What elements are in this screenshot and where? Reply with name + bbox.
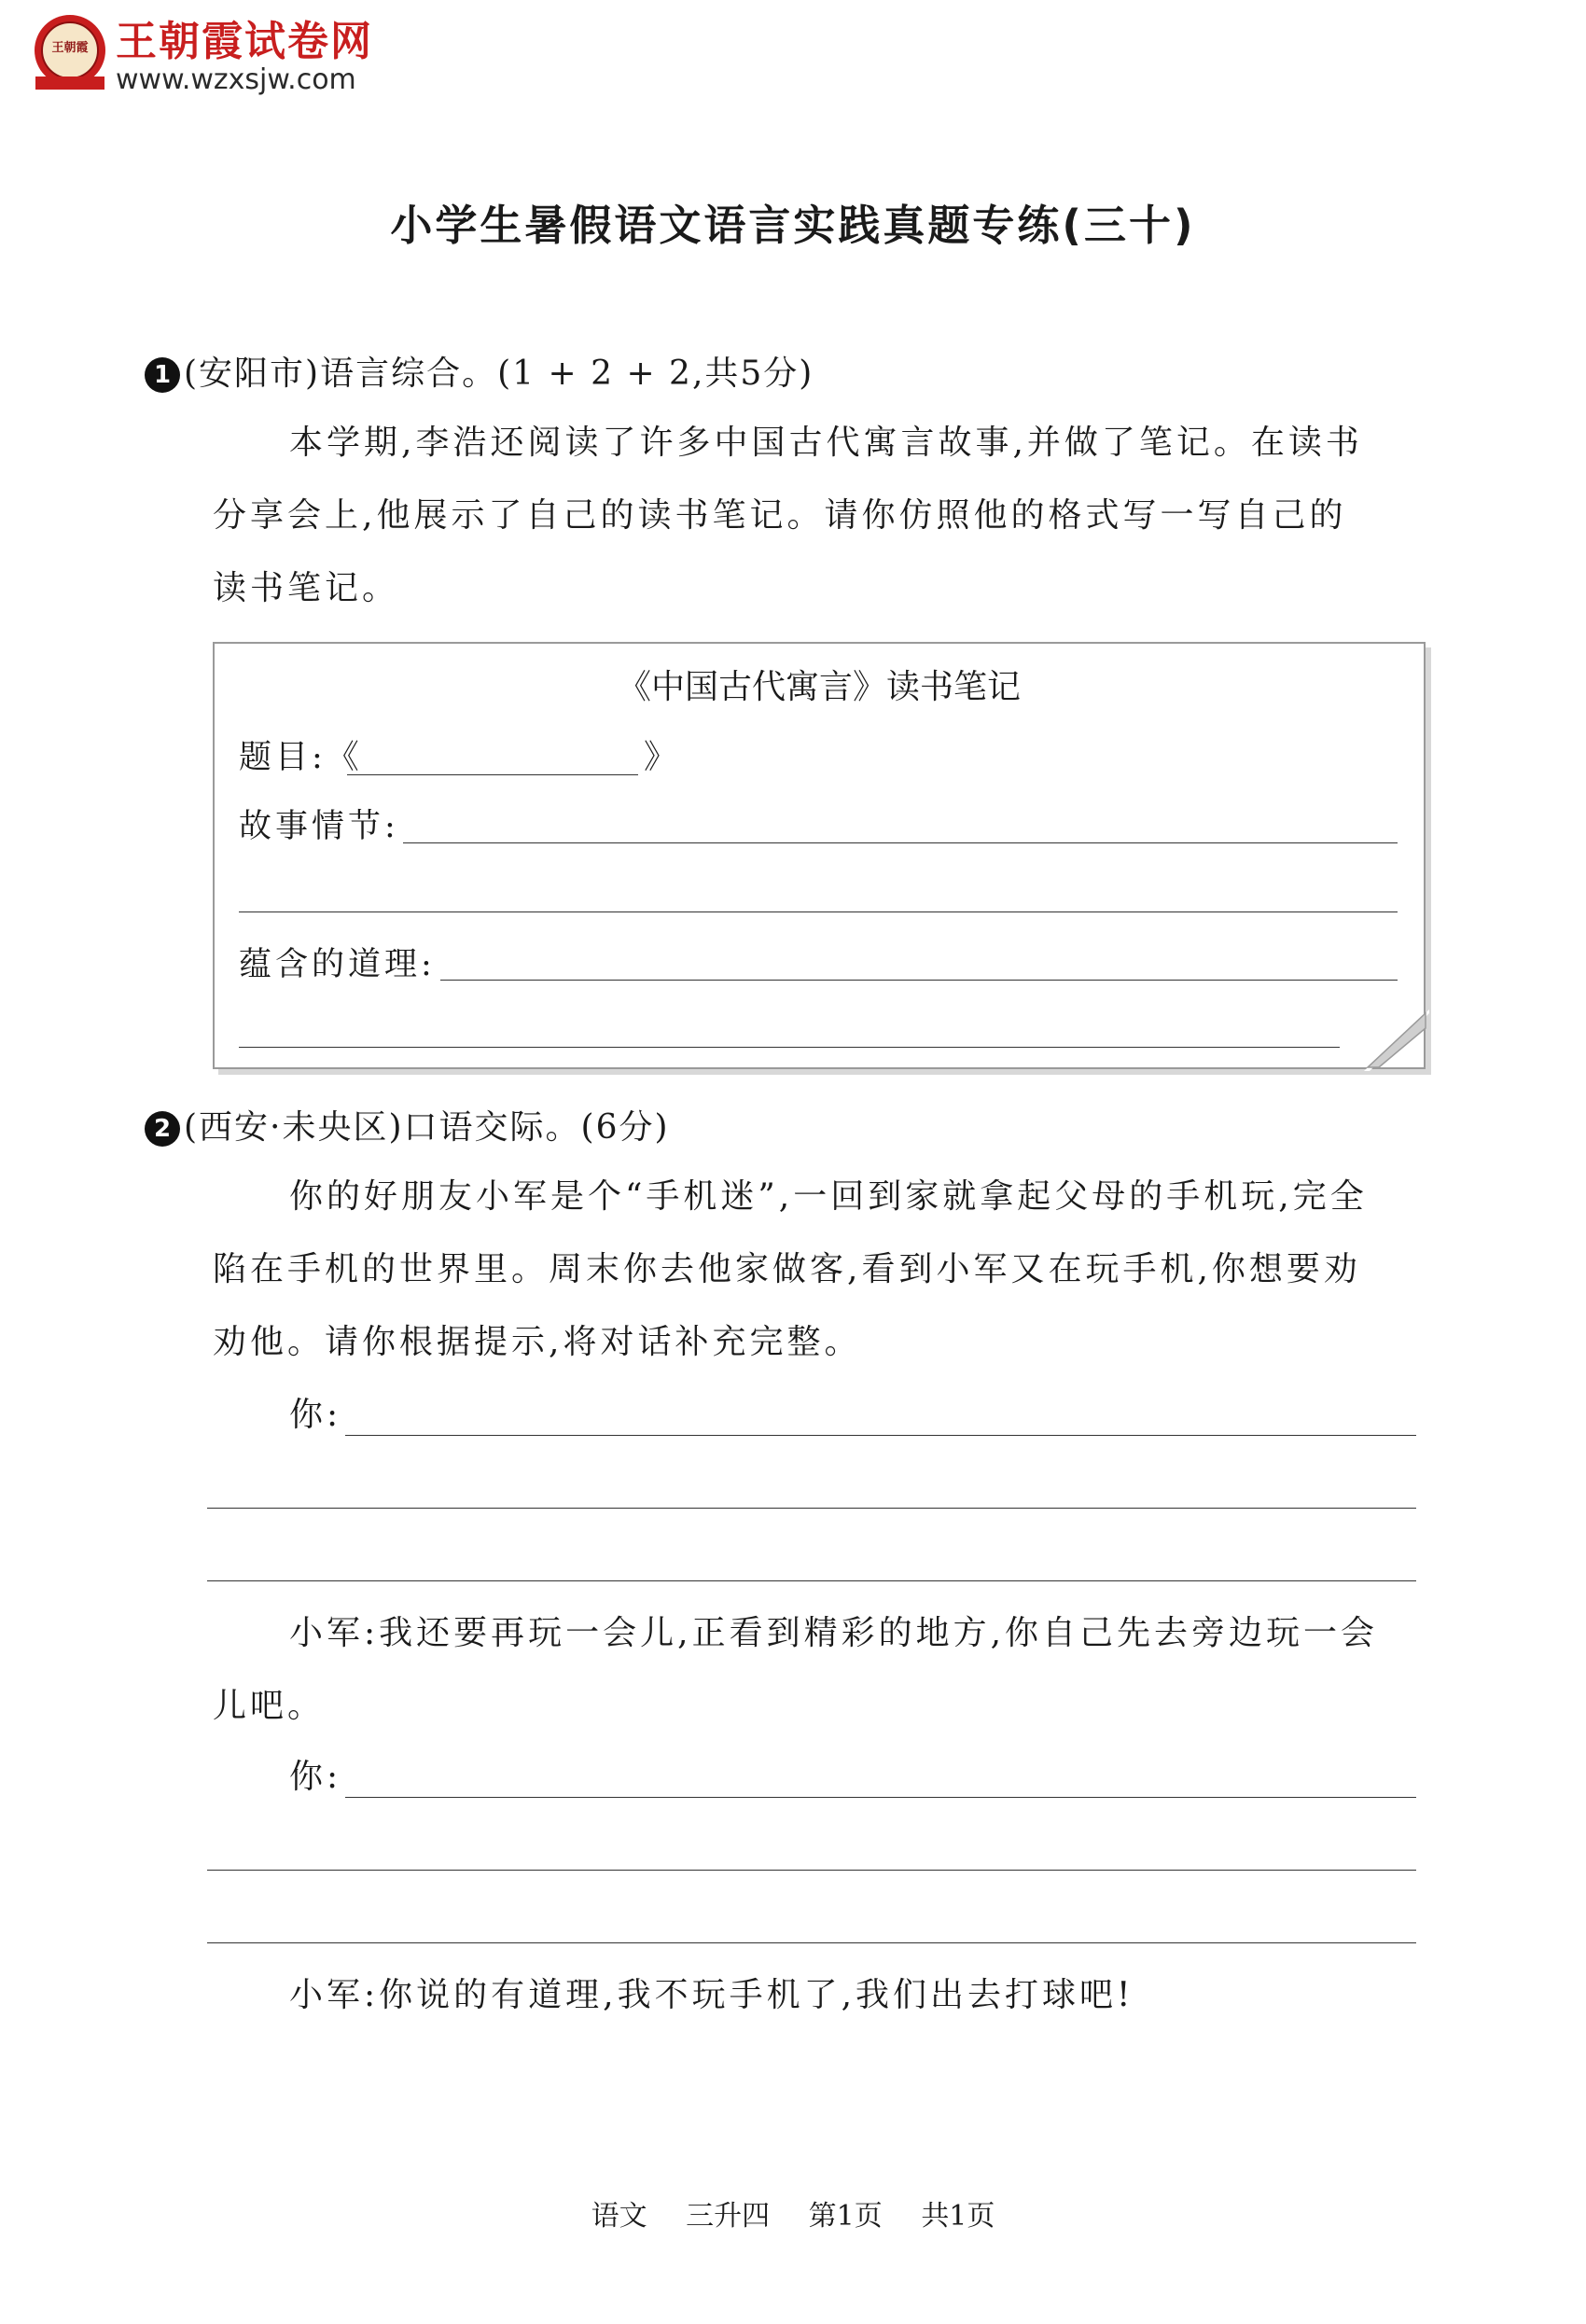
- notes-title: 《中国古代寓言》读书笔记: [617, 668, 1021, 706]
- notes-moral-label: 蕴含的道理:: [239, 946, 436, 983]
- page-curl-icon: [1364, 1009, 1429, 1071]
- dialogue-xiaojun-2: 小军:你说的有道理,我不玩手机了,我们出去打球吧!: [289, 1976, 1134, 2014]
- footer-page: 第1页: [808, 2200, 883, 2233]
- dialogue-answer-line[interactable]: [207, 1508, 1416, 1509]
- site-url[interactable]: www.wzxsjw.com: [116, 63, 356, 96]
- xiaojun-line: 儿吧。: [213, 1687, 326, 1725]
- q1-heading-text: (安阳市)语言综合。(1 + 2 + 2,共5分): [184, 355, 814, 393]
- notes-topic-label: [239, 731, 363, 778]
- dialogue-you-label: 你:: [289, 1758, 342, 1796]
- dialogue-answer-line[interactable]: [207, 1942, 1416, 1943]
- logo-seal-text: 王朝霞: [51, 41, 89, 55]
- footer-total: 共1页: [921, 2200, 995, 2233]
- topic-label-text: 题目:: [239, 739, 327, 776]
- q1-number-badge: 1: [145, 357, 180, 393]
- moral-answer-line[interactable]: [239, 1047, 1340, 1048]
- q2-para-line: 你的好朋友小军是个“手机迷”,一回到家就拿起父母的手机玩,完全: [289, 1177, 1368, 1216]
- dialogue-xiaojun-1: [213, 1597, 1378, 1743]
- footer-grade: 三升四: [686, 2200, 771, 2233]
- q2-heading: [145, 1101, 670, 1148]
- q1-heading: [145, 347, 814, 395]
- dialogue-answer-line[interactable]: [207, 1870, 1416, 1871]
- q1-para-line: 本学期,李浩还阅读了许多中国古代寓言故事,并做了笔记。在读书: [289, 424, 1363, 462]
- q1-para-line: 读书笔记。: [213, 569, 400, 607]
- q1-paragraph: [213, 407, 1363, 625]
- topic-answer-line[interactable]: [347, 774, 638, 775]
- q2-para-line: 劝他。请你根据提示,将对话补充完整。: [213, 1323, 862, 1361]
- dialogue-you-label: 你:: [289, 1396, 342, 1434]
- page-footer: [0, 2192, 1586, 2234]
- notes-plot-label: 故事情节:: [239, 808, 399, 845]
- q2-paragraph: [213, 1161, 1368, 1379]
- q2-para-line: 陷在手机的世界里。周末你去他家做客,看到小军又在玩手机,你想要劝: [213, 1250, 1361, 1288]
- dialogue-answer-line[interactable]: [207, 1580, 1416, 1581]
- q2-heading-text: (西安·未央区)口语交际。(6分): [184, 1108, 670, 1147]
- site-name: 王朝霞试卷网: [116, 18, 373, 65]
- q2-number-badge: 2: [145, 1111, 180, 1147]
- footer-subject: 语文: [591, 2200, 647, 2233]
- dialogue-answer-line[interactable]: [345, 1797, 1416, 1798]
- moral-answer-line[interactable]: [440, 980, 1398, 981]
- q1-para-line: 分享会上,他展示了自己的读书笔记。请你仿照他的格式写一写自己的: [213, 496, 1347, 535]
- plot-answer-line[interactable]: [403, 842, 1398, 843]
- dialogue-answer-line[interactable]: [345, 1435, 1416, 1436]
- topic-open-bracket: 《: [326, 739, 363, 776]
- topic-close-bracket: 》: [644, 739, 681, 776]
- xiaojun-line: 小军:我还要再玩一会儿,正看到精彩的地方,你自己先去旁边玩一会: [289, 1614, 1379, 1652]
- page-title: 小学生暑假语文语言实践真题专练(三十): [390, 201, 1196, 250]
